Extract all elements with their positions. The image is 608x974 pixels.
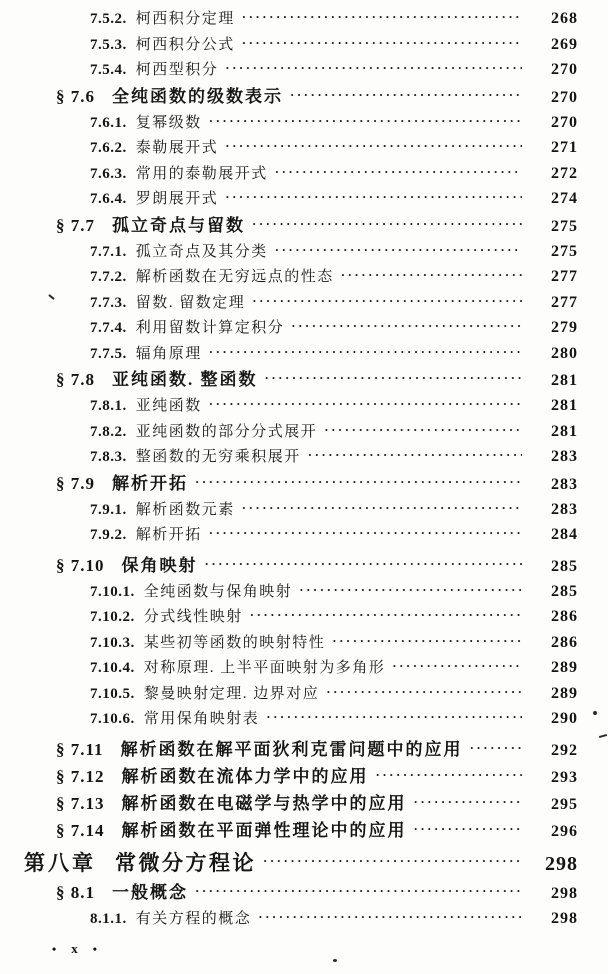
toc-entry-page: 269 [551,35,578,53]
toc-entry-number: 7.7.5. [90,345,127,362]
toc-entry-number: 7.7.3. [90,294,127,311]
toc-entry-number: 7.10.1. [90,583,135,600]
toc-entry-number: 7.8.1. [90,398,127,414]
toc-entry-number: 7.6.1. [90,114,127,131]
dot-leader [324,423,522,436]
dot-leader [250,608,522,621]
toc-entry-number: 7.5.3. [90,36,127,53]
toc-entry-page: 285 [551,557,578,575]
dot-leader [265,371,523,384]
table-of-contents [0,6,578,931]
toc-entry-title: 常微分方程论 [115,850,256,875]
dot-leader [205,557,523,570]
toc-entry-number: § 7.10 [56,555,105,575]
toc-entry-page: 293 [551,768,578,786]
toc-entry-page: 270 [551,88,578,106]
toc-entry-title: 辐角原理 [135,345,202,362]
toc-entry-page: 285 [551,582,578,600]
toc-entry [0,630,578,656]
toc-entry-page: 277 [551,293,578,311]
toc-entry-page: 295 [551,795,578,813]
toc-entry-title: 解析函数在电磁学与热学中的应用 [121,793,407,813]
dot-leader [209,114,522,127]
toc-entry-number: § 7.8 [56,370,95,389]
toc-entry-title: 柯西积分定理 [135,11,235,27]
toc-entry-page: 296 [551,822,578,840]
toc-entry [0,763,578,790]
toc-entry-number: 7.9.1. [90,501,127,518]
toc-entry-page: 284 [551,526,578,543]
toc-entry-number: 7.10.2. [90,609,135,625]
toc-entry-page: 281 [551,422,578,440]
dot-leader [209,397,522,410]
toc-entry [0,341,578,367]
dot-leader [195,475,522,488]
toc-entry [0,186,578,212]
toc-entry-page: 275 [551,242,578,260]
toc-entry-page: 290 [551,710,578,727]
dot-leader [225,190,522,203]
toc-entry [0,906,578,932]
dot-leader [242,36,522,49]
dot-leader [225,61,522,74]
toc-entry [0,736,578,763]
toc-entry-page: 289 [551,684,578,702]
toc-entry [0,393,578,419]
toc-entry-page: 279 [551,319,578,336]
dot-leader [266,710,522,723]
dot-leader [275,165,522,178]
toc-entry-title: 黎曼映射定理. 边界对应 [143,685,320,702]
toc-entry [0,110,578,136]
footer-right-dot: • [92,941,97,956]
toc-entry-page: 298 [545,852,578,875]
toc-entry-title: 亚纯函数. 整函数 [112,370,258,389]
toc-entry-title: 孤立奇点及其分类 [135,243,268,260]
toc-entry-page: 283 [551,448,578,465]
toc-entry [0,161,578,187]
page-footer [52,941,97,957]
dot-leader [263,854,522,867]
toc-entry-number: § 7.14 [56,820,105,840]
toc-entry-title: 解析函数在解平面狄利克雷问题中的应用 [120,739,463,759]
scan-artifact [333,959,337,962]
toc-entry [0,32,578,58]
toc-entry [0,579,578,605]
toc-entry-title: 泰勒展开式 [135,140,219,156]
toc-entry-number: 7.6.2. [90,140,127,156]
toc-entry-title: 罗朗展开式 [135,191,219,207]
toc-entry-number: 7.10.3. [90,634,135,651]
toc-entry [0,522,578,548]
toc-entry-page: 281 [551,397,578,414]
toc-entry [0,706,578,732]
toc-entry [0,366,578,393]
toc-entry [0,444,578,470]
dot-leader [258,910,522,923]
toc-entry-title: 保角映射 [121,555,198,575]
toc-entry-number: § 7.9 [56,473,95,493]
toc-entry [0,315,578,341]
toc-entry-page: 292 [551,741,578,759]
toc-entry-title: 解析开拓 [112,473,188,493]
toc-entry-number: 7.7.1. [90,243,127,260]
dot-leader [209,345,522,358]
toc-entry-page: 286 [551,608,578,625]
toc-entry-number: 8.1.1. [90,910,127,927]
toc-entry-title: 利用留数计算定积分 [135,320,285,336]
toc-entry-page: 280 [551,344,578,362]
toc-entry-page: 271 [551,139,578,156]
toc-entry [0,135,578,161]
dot-leader [470,741,522,754]
dot-leader [341,268,522,281]
toc-entry [0,817,578,844]
toc-entry-number: 7.8.3. [90,449,127,465]
toc-entry-page: 270 [551,113,578,131]
dot-leader [209,526,522,539]
toc-entry-number: 7.7.2. [90,269,127,285]
dot-leader [242,501,522,514]
toc-entry-number: 7.10.6. [90,711,135,727]
dot-leader [414,795,523,808]
toc-entry-page: 283 [551,475,578,493]
toc-entry-number: 7.6.4. [90,191,127,207]
toc-entry-number: 7.5.2. [90,11,127,27]
toc-entry-title: 柯西型积分 [135,62,219,78]
dot-leader [299,583,522,596]
toc-entry [0,83,578,110]
footer-left-dot: • [52,941,57,956]
scan-artifact [593,711,597,715]
toc-entry-number: § 7.6 [56,86,95,106]
toc-entry-number: 7.10.5. [90,685,135,702]
dot-leader [242,10,522,23]
toc-entry-page: 289 [551,659,578,676]
toc-entry [0,212,578,239]
dot-leader [326,685,522,698]
dot-leader [290,88,522,101]
toc-entry-title: 解析开拓 [135,527,202,543]
toc-entry-title: 整函数的无穷乘积展开 [135,449,301,465]
dot-leader [275,243,522,256]
scan-artifact [599,734,607,738]
dot-leader [252,217,522,230]
footer-page-number: x [71,941,78,956]
dot-leader [414,822,523,835]
toc-entry-title: 全纯函数的级数表示 [112,86,283,106]
toc-entry [0,239,578,265]
toc-entry-title: 一般概念 [112,882,188,902]
toc-entry-title: 解析函数在流体力学中的应用 [121,766,369,786]
toc-entry [0,681,578,707]
toc-entry [0,419,578,445]
toc-entry-number: § 7.12 [56,766,105,786]
dot-leader [332,634,522,647]
toc-entry-page: 272 [551,164,578,182]
toc-entry-page: 298 [551,909,578,927]
dot-leader [225,139,522,152]
toc-entry-title: 解析函数在无穷远点的性态 [135,269,334,285]
toc-entry [0,655,578,681]
toc-entry-title: 留数. 留数定理 [135,294,246,311]
toc-entry-page: 275 [551,217,578,235]
toc-entry-title: 亚纯函数的部分分式展开 [135,423,318,440]
toc-entry [0,604,578,630]
toc-entry-title: 全纯函数与保角映射 [143,583,293,600]
dot-leader [195,884,522,897]
toc-entry-page: 268 [551,10,578,27]
toc-entry-title: 常用的泰勒展开式 [135,165,268,182]
toc-entry-title: 对称原理. 上半平面映射为多角形 [143,660,386,676]
toc-entry-number: 7.8.2. [90,423,127,440]
dot-leader [291,319,522,332]
toc-entry [0,879,578,906]
toc-entry-page: 270 [551,61,578,78]
toc-entry-title: 有关方程的概念 [135,910,252,927]
toc-entry [0,847,578,879]
toc-entry-title: 某些初等函数的映射特性 [143,634,326,651]
dot-leader [308,448,522,461]
toc-entry [0,57,578,83]
toc-entry [0,497,578,523]
toc-entry [0,6,578,32]
toc-entry-number: 7.6.3. [90,165,127,182]
toc-entry-page: 286 [551,633,578,651]
toc-entry-title: 解析函数在平面弹性理论中的应用 [121,820,407,840]
toc-entry-title: 解析函数元素 [135,501,235,518]
toc-entry-page: 274 [551,190,578,207]
toc-entry-title: 孤立奇点与留数 [112,215,245,235]
toc-entry-number: § 7.7 [56,215,95,235]
toc-entry [0,290,578,316]
toc-entry-number: 第八章 [24,850,96,875]
toc-entry [0,790,578,817]
toc-entry-title: 常用保角映射表 [143,711,260,727]
toc-entry-page: 281 [551,372,578,389]
dot-leader [252,294,522,307]
toc-entry-page: 277 [551,268,578,285]
toc-entry-number: 7.9.2. [90,527,127,543]
toc-entry-number: 7.7.4. [90,320,127,336]
toc-entry-number: 7.5.4. [90,62,127,78]
toc-entry [0,552,578,579]
toc-entry [0,470,578,497]
toc-entry-title: 亚纯函数 [135,398,202,414]
toc-entry-title: 分式线性映射 [143,609,243,625]
toc-entry-number: 7.10.4. [90,660,135,676]
dot-leader [392,659,522,672]
toc-entry-number: § 7.13 [56,793,105,813]
dot-leader [376,768,523,781]
toc-entry-number: § 8.1 [56,882,95,902]
toc-entry-number: § 7.11 [56,739,104,759]
toc-entry-title: 柯西积分公式 [135,36,235,53]
toc-entry-page: 298 [551,884,578,902]
toc-entry-page: 283 [551,500,578,518]
toc-entry [0,264,578,290]
toc-entry-title: 复幂级数 [135,114,202,131]
